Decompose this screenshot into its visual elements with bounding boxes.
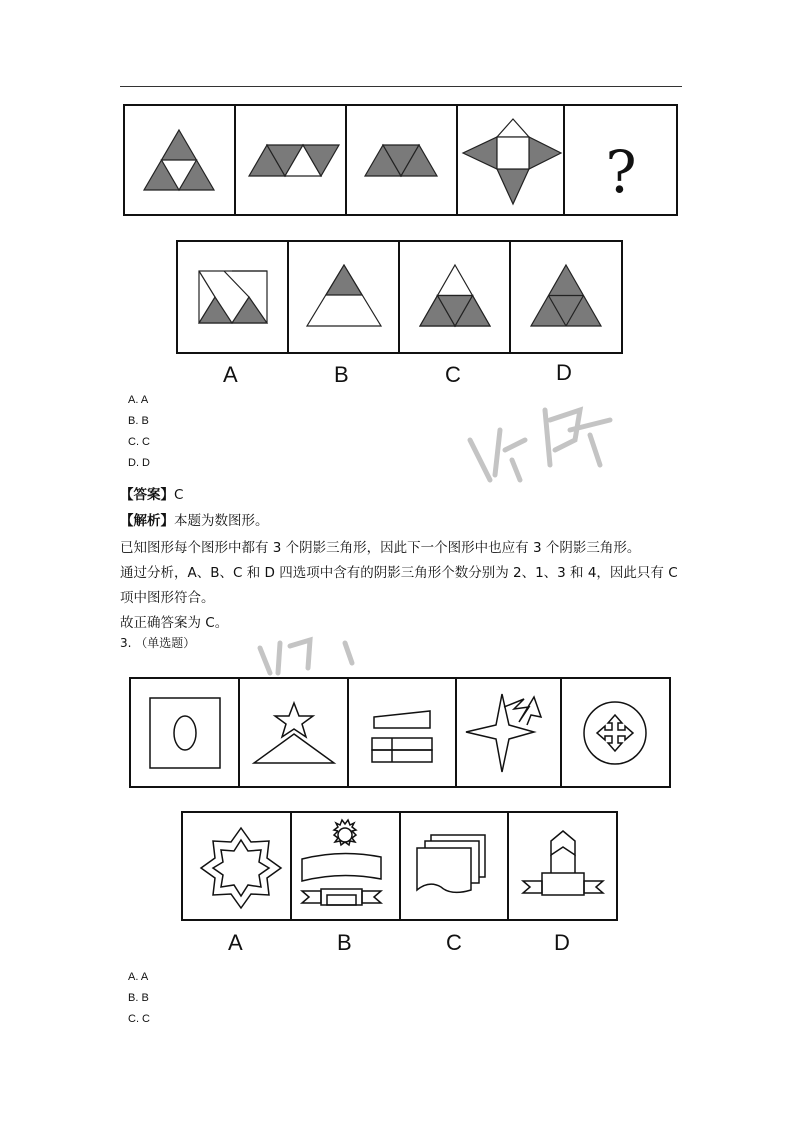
q3-sequence-figure	[129, 677, 671, 788]
answer-value: C	[174, 487, 184, 503]
analysis-line-1: 已知图形每个图形中都有 3 个阴影三角形，因此下一个图形中也应有 3 个阴影三角形。	[120, 540, 641, 556]
q2-choice-label-a: A	[223, 362, 238, 387]
q2-sequence-figure	[123, 104, 678, 216]
analysis-line-3: 项中图形符合。	[120, 590, 215, 606]
q2-choices-figure	[176, 240, 623, 354]
answer-label: 【答案】	[120, 487, 174, 503]
analysis-line-2: 通过分析，A、B、C 和 D 四选项中含有的阴影三角形个数分别为 2、1、3 和 4，因此只有 C	[120, 565, 678, 581]
watermark-strokes	[450, 380, 630, 500]
q2-choice-label-b: B	[334, 362, 349, 387]
q2-option-c[interactable]: C. C	[128, 436, 150, 448]
q2-option-a[interactable]: A. A	[128, 394, 149, 406]
analysis-first: 本题为数图形。	[174, 513, 269, 529]
q3-option-c[interactable]: C. C	[128, 1013, 150, 1025]
q2-option-d[interactable]: D. D	[128, 457, 150, 469]
q3-option-b[interactable]: B. B	[128, 992, 149, 1004]
q2-choice-label-d: D	[556, 360, 572, 385]
q3-header: 3. （单选题）	[120, 636, 196, 650]
q2-analysis-head	[120, 509, 269, 529]
q3-choice-label-a: A	[228, 930, 243, 955]
q2-option-b[interactable]: B. B	[128, 415, 149, 427]
q3-choices-figure	[181, 811, 618, 921]
q2-choice-a-figure	[199, 271, 267, 323]
header-rule	[120, 86, 682, 87]
q2-choice-label-c: C	[445, 362, 461, 387]
q3-choice-label-c: C	[446, 930, 462, 955]
q3-choice-label-d: D	[554, 930, 570, 955]
q2-question-mark: ?	[605, 138, 637, 206]
watermark-strokes-lower	[250, 628, 390, 678]
q3-option-a[interactable]: A. A	[128, 971, 149, 983]
q3-choice-label-b: B	[337, 930, 352, 955]
analysis-label: 【解析】	[120, 513, 174, 529]
analysis-line-4: 故正确答案为 C。	[120, 615, 229, 631]
q2-answer-line	[120, 483, 183, 503]
